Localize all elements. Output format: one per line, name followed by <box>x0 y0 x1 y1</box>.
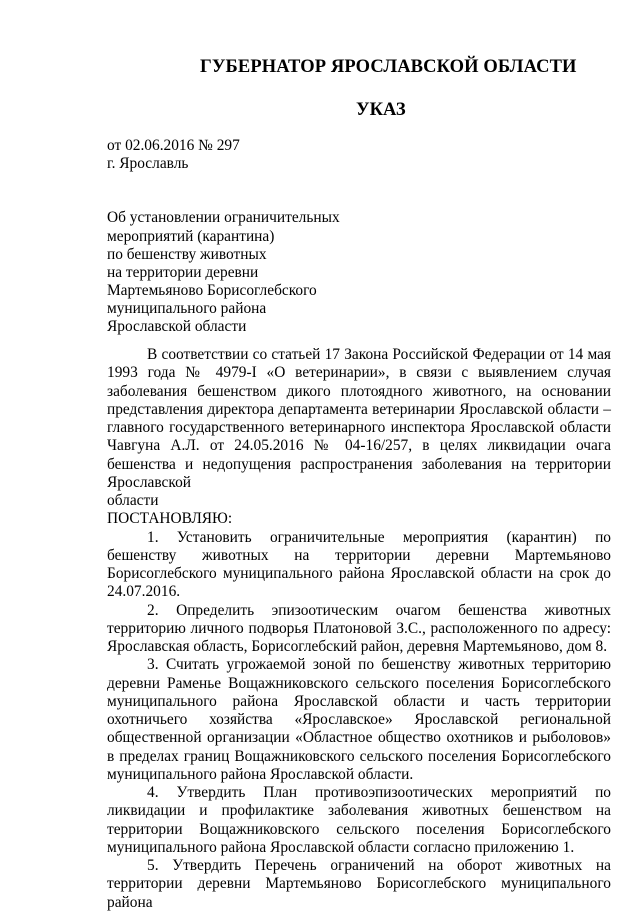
item-1: 1. Установить ограничительные мероприятия (карантин) по бешенству животных на территории деревни Мартемьяново Борисоглебского муниципального района Ярославской области на срок до 24.07.2016. <box>107 528 611 601</box>
document-type: УКАЗ <box>356 100 406 120</box>
subject-line: Об установлении ограничительных <box>107 209 340 226</box>
date-number: от 02.06.2016 № 297 <box>107 137 240 154</box>
subject-line: муниципального района <box>107 300 267 317</box>
preamble: В соответствии со статьей 17 Закона Российской Федерации от 14 мая 1993 года № 4979-I «О ветеринарии», в связи с выявлением случая заболевания бешенством дикого плотоядного животного, на основании представления директора департамента ветеринарии Ярославской области – главного государственного ветеринарного инспектора Ярославской области Чавгуна А.Л. от 24.05.2016 № 04-16/257, в целях ликвидации очага бешенства и недопущения распространения заболевания на территории Ярославской <box>107 346 611 491</box>
document-title: ГУБЕРНАТОР ЯРОСЛАВСКОЙ ОБЛАСТИ <box>200 57 577 77</box>
subject-line: на территории деревни <box>107 264 259 281</box>
city: г. Ярославль <box>107 155 189 172</box>
subject-line: мероприятий (карантина) <box>107 228 275 245</box>
document-body <box>107 346 611 912</box>
item-3: 3. Считать угрожаемой зоной по бешенству животных территорию деревни Раменье Вощажниковского сельского поселения Борисоглебского муниципального района Ярославской области и часть территории охотничьего хозяйства «Ярославское» Ярославской региональной общественной организации «Областное общество охотников и рыболовов» в пределах границ Вощажниковского сельского поселения Борисоглебского муниципального района Ярославской области. <box>107 656 611 783</box>
resolve-heading: ПОСТАНОВЛЯЮ: <box>107 510 233 528</box>
item-2: 2. Определить эпизоотическим очагом бешенства животных территорию личного подворья Платоновой З.С., расположенного по адресу: Ярославская область, Борисоглебский район, деревня Мартемьяново, дом 8. <box>107 601 611 655</box>
subject-line: Мартемьяново Борисоглебского <box>107 282 317 299</box>
item-5: 5. Утвердить Перечень ограничений на оборот животных на территории деревни Мартемьяново Борисоглебского муниципального района <box>107 857 611 911</box>
preamble-end: области <box>107 492 159 509</box>
subject-line: Ярославской области <box>107 318 247 335</box>
subject-line: по бешенству животных <box>107 246 267 263</box>
item-4: 4. Утвердить План противоэпизоотических мероприятий по ликвидации и профилактике заболевания животных бешенством на территории Вощажниковского сельского поселения Борисоглебского муниципального района Ярославской области согласно приложению 1. <box>107 784 611 856</box>
